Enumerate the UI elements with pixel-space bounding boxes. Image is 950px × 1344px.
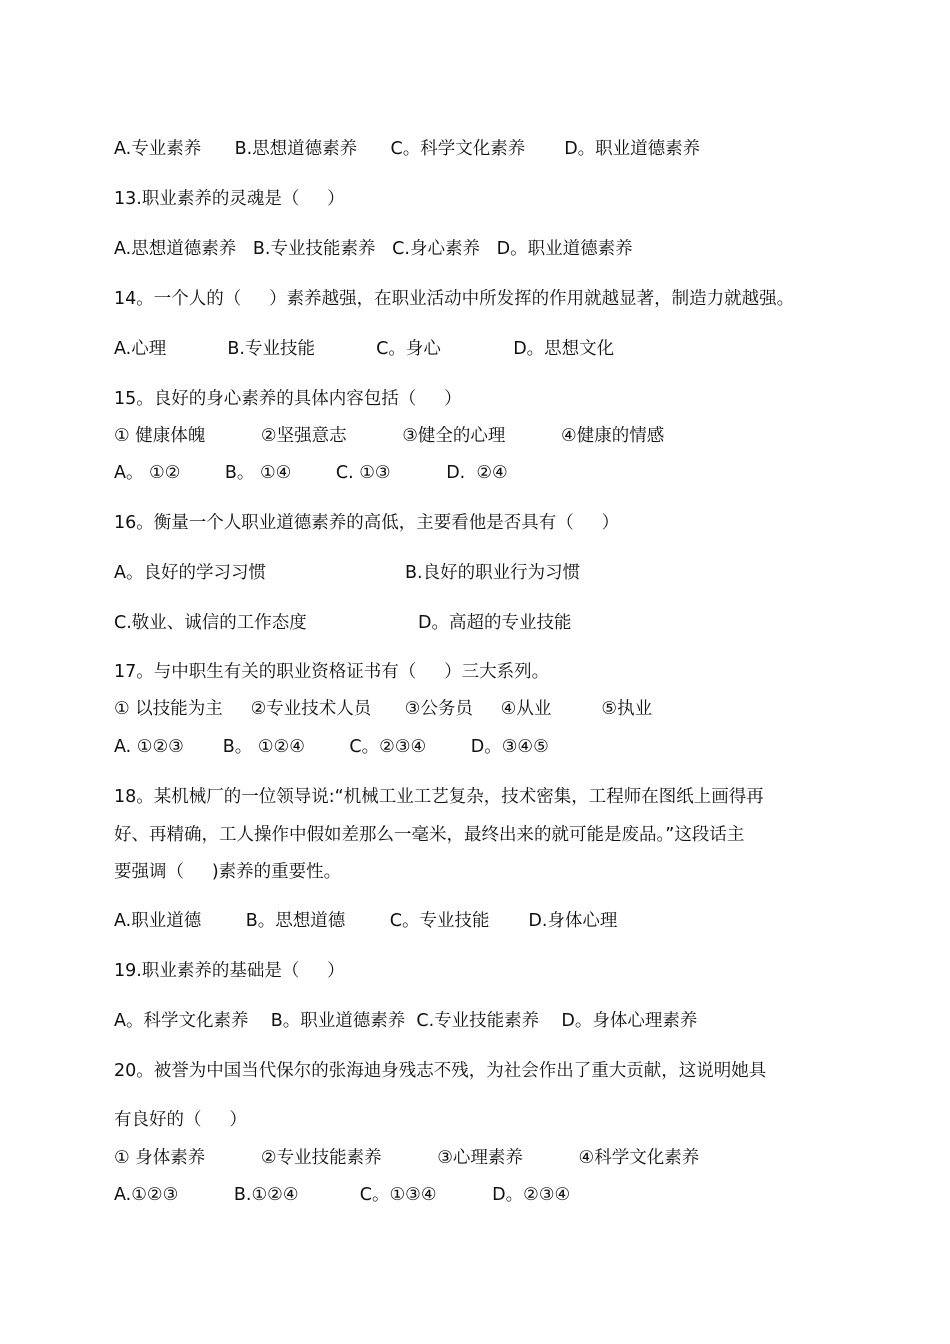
q18-question-line-2: 好、再精确，工人操作中假如差那么一毫米，最终出来的就可能是废品。”这段话主 [114,825,745,845]
q20-question-line-1: 20。被誉为中国当代保尔的张海迪身残志不残，为社会作出了重大贡献，这说明她具 [114,1061,767,1081]
q16-question: 16。衡量一个人职业道德素养的高低，主要看他是否具有（ ） [114,513,620,533]
q17-items: ① 以技能为主 ②专业技术人员 ③公务员 ④从业 ⑤执业 [114,699,653,719]
q17-options: A. ①②③ B。 ①②④ C。②③④ D。③④⑤ [114,737,549,757]
q15-question: 15。良好的身心素养的具体内容包括（ ） [114,389,462,409]
q19-question: 19.职业素养的基础是（ ） [114,961,345,981]
q16-options-ab: A。良好的学习习惯 B.良好的职业行为习惯 [114,563,581,583]
q20-options: A.①②③ B.①②④ C。①③④ D。②③④ [114,1185,571,1205]
q14-options: A.心理 B.专业技能 C。身心 D。思想文化 [114,339,615,359]
q16-options-cd: C.敬业、诚信的工作态度 D。高超的专业技能 [114,613,572,633]
q14-question: 14。一个人的（ ）素养越强，在职业活动中所发挥的作用就越显著，制造力就越强。 [114,289,795,309]
q13-question: 13.职业素养的灵魂是（ ） [114,189,345,209]
q19-options: A。科学文化素养 B。职业道德素养 C.专业技能素养 D。身体心理素养 [114,1011,698,1031]
q20-question-line-2: 有良好的（ ） [114,1110,247,1130]
q17-question: 17。与中职生有关的职业资格证书有（ ）三大系列。 [114,662,550,682]
q13-options: A.思想道德素养 B.专业技能素养 C.身心素养 D。职业道德素养 [114,239,633,259]
q18-options: A.职业道德 B。思想道德 C。专业技能 D.身体心理 [114,911,618,931]
q15-items: ① 健康体魄 ②坚强意志 ③健全的心理 ④健康的情感 [114,426,665,446]
q12-options: A.专业素养 B.思想道德素养 C。科学文化素养 D。职业道德素养 [114,139,701,159]
q18-question-line-1: 18。某机械厂的一位领导说:“机械工业工艺复杂，技术密集，工程师在图纸上画得再 [114,787,764,807]
q20-items: ① 身体素养 ②专业技能素养 ③心理素养 ④科学文化素养 [114,1148,700,1168]
q18-question-line-3: 要强调（ )素养的重要性。 [114,862,342,882]
q15-options: A。 ①② B。 ①④ C. ①③ D. ②④ [114,463,508,483]
